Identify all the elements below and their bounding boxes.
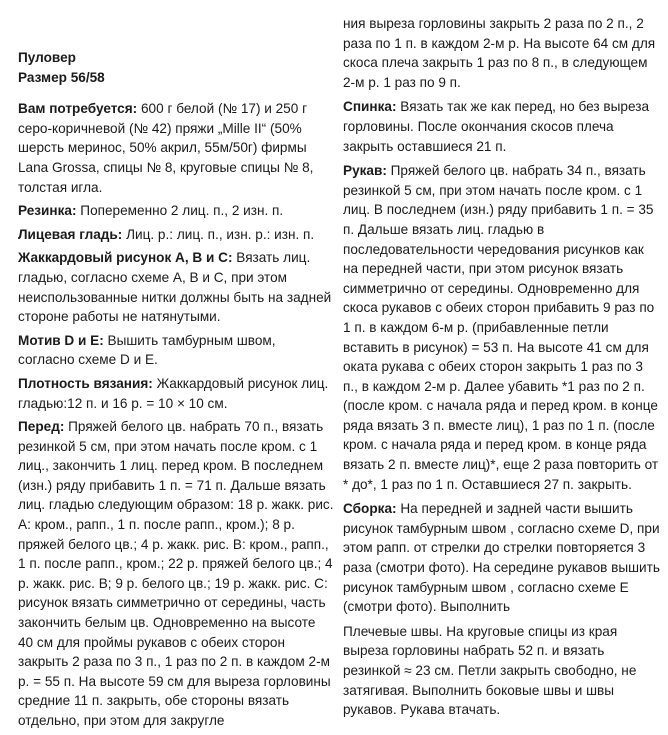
materials-label: Вам потребуется: <box>18 101 138 117</box>
materials-text: 600 г белой (№ 17) и 250 г серо-коричневой (№ 42) пряжи „Mille II“ (50% шерсть меринос, 50% акрил, 55м/50г) фирмы Lana Grossa, спицы № 8, круговые спицы № 8, толстая игла. <box>18 101 314 195</box>
shoulder-seams-paragraph <box>343 622 661 720</box>
gauge-paragraph <box>18 374 334 413</box>
sleeve-text: Пряжей белого цв. набрать 34 п., вязать резинкой 5 см, при этом начать после кром. с 1 лиц. В последнем (изн.) ряду прибавить 1 п. = 35 п. Дальше вязать лиц. гладью в последовательности чередования рисунков как на передней части, при этом рисунок вязать симметрично от середины. Одновременно для скоса рукавов с обеих сторон прибавить 9 раз по 1 п. в каждом 6-м р. (прибавленные петли вставить в рисунок) = 53 п. На высоте 41 см для оката рукава с обеих сторон закрыть 1 раз по 3 п., в каждом 2-м р. Далее убавить *1 раз по 2 п. (после кром. с начала ряда и перед кром. в конце ряда вязать 3 п. вместе лиц), 1 раз по 1 п. (после кром. с начала ряда и перед кром. в конце ряда вязать 2 п. вместе лиц)*, еще 2 раза повторить от * до*, 1 раз по 1 п. Оставшиеся 27 п. закрыть. <box>343 163 659 492</box>
assembly-label: Сборка: <box>343 501 397 517</box>
gauge-label: Плотность вязания: <box>18 375 153 391</box>
back-text: Вязать так же как перед, но без выреза горловины. После окончания скосов плеча закрыть оставшиеся 21 п. <box>343 99 650 154</box>
right-column <box>343 0 661 725</box>
stockinette-label: Лицевая гладь: <box>18 226 123 242</box>
assembly-text: На передней и задней части вышить рисунок тамбурным швом , согласно схеме D, при этом рапп. от стрелки до стрелки повторяется 3 раза (смотри фото). На середине рукавов вышить рисунок тамбурным швом , согласно схеме E (смотри фото). Выполнить <box>343 501 660 615</box>
sleeve-paragraph <box>343 161 661 494</box>
front-text: Пряжей белого цв. набрать 70 п., вязать резинкой 5 см, при этом начать после кром. с 1 лиц., закончить 1 лиц. перед кром. В последнем (изн.) ряду прибавить 1 п. = 71 п. Дальше вязать лиц. гладью следующим образом: 18 р. жакк. рис. А: кром., рапп., 1 п. после рапп., кром.); 8 р. пряжей белого цв.; 4 р. жакк. рис. В: кром., рапп., 1 п. после рапп., кром.; 22 р. пряжей белого цв.; 4 р. жакк. рис. В; 9 р. белого цв.; 19 р. жакк. рис. С: рисунок вязать симметрично от середины, часть закончить белым цв. Одновременно на высоте 40 см для проймы рукавов с обеих сторон закрыть 2 раза по 3 п., 1 раз по 2 п. в каждом 2-м р. = 55 п. На высоте 59 см для выреза горловины средние 11 п. закрыть, обе стороны вязать отдельно, при этом для закругле <box>18 419 334 728</box>
jacquard-label: Жаккардовый рисунок А, В и С: <box>18 250 233 266</box>
stockinette-paragraph <box>18 225 334 245</box>
back-paragraph <box>343 97 661 156</box>
shoulder-seams-text: Плечевые швы. На круговые спицы из края выреза горловины набрать 52 п. и вязать резинкой ≈ 23 см. Петли закрыть свободно, не затягивая. Выполнить боковые швы и швы рукавов. Рукава втачать. <box>343 623 637 718</box>
jacquard-paragraph <box>18 248 334 326</box>
rib-text: Попеременно 2 лиц. п., 2 изн. п. <box>76 203 284 219</box>
gauge-text: Жаккардовый рисунок лиц. гладью:12 п. и 16 р. = 10 × 10 см. <box>18 375 329 411</box>
front-label: Перед: <box>18 419 65 435</box>
front-paragraph <box>18 417 334 731</box>
garment-title: Пуловер <box>18 50 76 65</box>
jacquard-text: Вязать лиц. гладью, согласно схеме А, В и С, при этом неиспользованные нитки должны быть на задней стороне работы не натянутыми. <box>18 250 332 325</box>
rib-paragraph <box>18 201 334 221</box>
front-continuation-text: ния выреза горловины закрыть 2 раза по 2 п., 2 раза по 1 п. в каждом 2-м р. На высоте 64 см для скоса плеча закрыть 1 раз по 8 п., в следующем 2-м р. 1 раз по 9 п. <box>343 16 656 90</box>
motif-label: Мотив D и E: <box>18 332 104 348</box>
rib-label: Резинка: <box>18 203 77 219</box>
front-continuation-paragraph <box>343 14 661 92</box>
motif-paragraph <box>18 331 334 370</box>
assembly-paragraph <box>343 499 661 617</box>
motif-text: Вышить тамбурным швом, согласно схеме D и E. <box>18 332 276 368</box>
materials-paragraph <box>18 99 334 197</box>
left-column <box>18 0 334 735</box>
stockinette-text: Лиц. р.: лиц. п., изн. р.: изн. п. <box>122 226 315 242</box>
size-title: Размер 56/58 <box>18 69 105 85</box>
sleeve-label: Рукав: <box>343 163 387 179</box>
title-block <box>18 0 334 87</box>
back-label: Спинка: <box>343 99 397 115</box>
